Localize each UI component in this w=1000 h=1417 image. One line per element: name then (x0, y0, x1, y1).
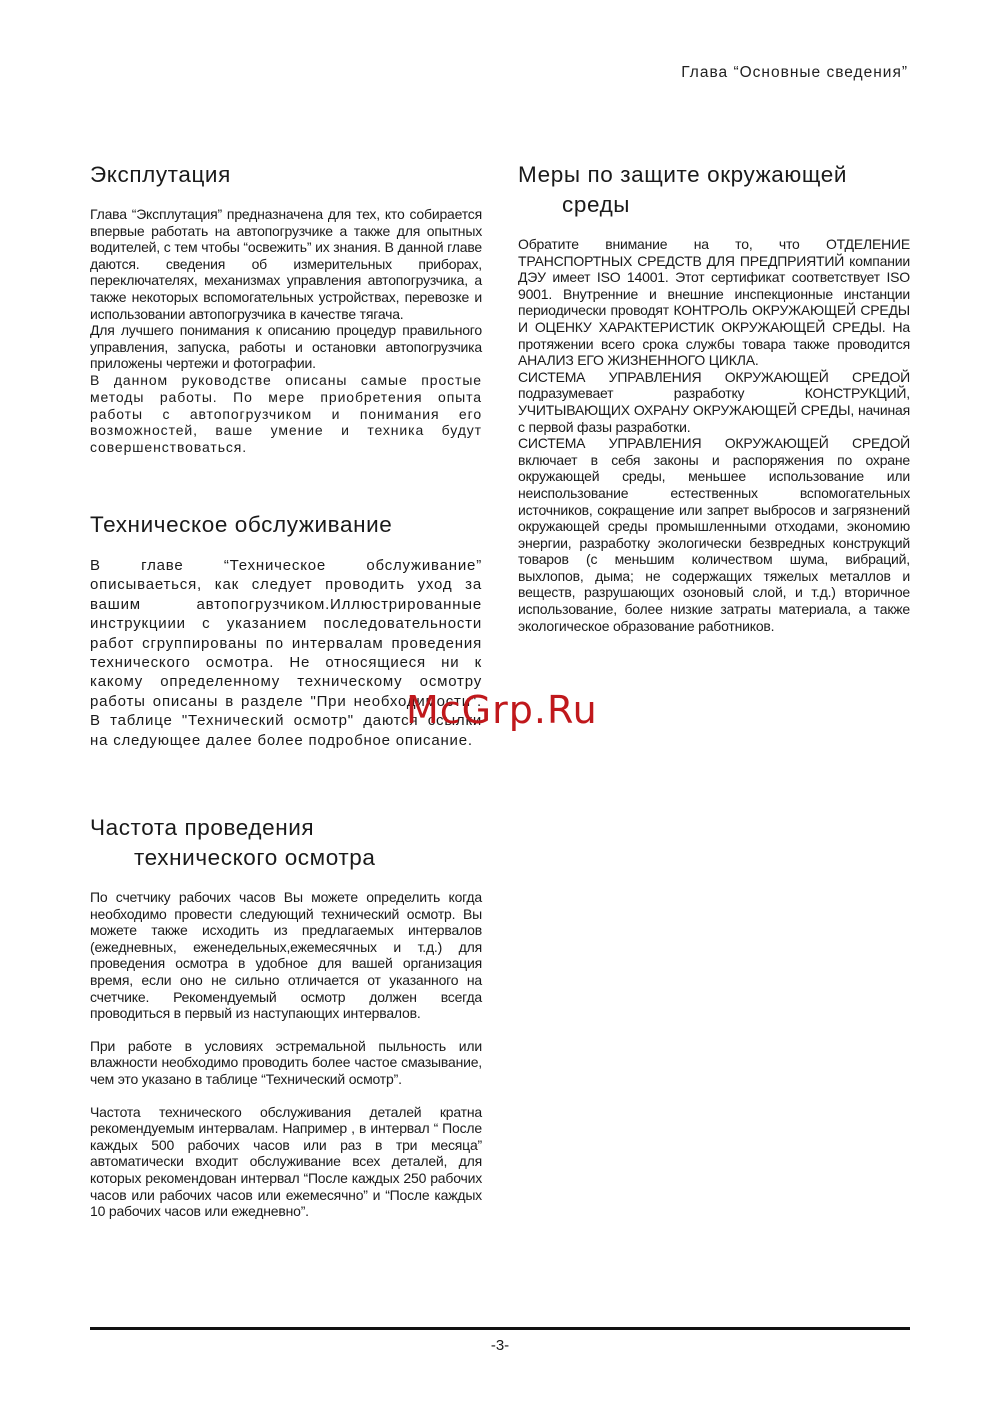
section-exploitation (90, 160, 482, 456)
section-title-exploitation: Эксплутация (90, 162, 231, 187)
frequency-paragraph-1: По счетчику рабочих часов Вы можете определить когда необходимо провести следующий технический осмотр. Вы можете также исходить из предлагаемых интервалов (ежедневных, еженедельных,ежемесячных и т.д.) для проведения осмотра в удобное для вашей организация время, если оно не сильно отличается от указанного на счетчике. Рекомендуемый осмотр должен всегда проводиться в первый из наступающих интервалов. (90, 889, 482, 1022)
exploitation-paragraph-2: Для лучшего понимания к описанию процедур правильного управления, запуска, работы и остановки автопогрузчика приложены чертежи и фотографии. (90, 322, 482, 372)
watermark: McGrp.Ru (406, 688, 598, 732)
frequency-paragraph-3: Частота технического обслуживания деталей кратна рекомендуемым интервалам. Например , в интервал “ После каждых 500 рабочих часов или раз в три месяца” автоматически входит обслуживание всех деталей, для которых рекомендован интервал “После каждых 250 рабочих часов или рабочих часов или ежемесячно” и “После каждых 10 рабочих часов или ежедневно”. (90, 1103, 482, 1220)
frequency-paragraph-2: При работе в условиях эстремальной пыльность или влажности необходимо проводить более частое смазывание, чем это указано в таблице “Технический осмотр”. (90, 1037, 482, 1087)
footer-rule (90, 1327, 910, 1330)
title-line-1: Меры по защите окружающей (518, 162, 848, 187)
section-title-maintenance: Техническое обслуживание (90, 512, 393, 537)
exploitation-paragraph-3: В данном руководстве описаны самые простые методы работы. По мере приобретения опыта работы с автопогрузчиком и понимания его возможностей, ваше умение и техника будут совершенствоваться. (90, 371, 482, 456)
running-header: Глава “Основные сведения” (681, 64, 908, 81)
title-line-2: технического осмотра (134, 845, 376, 870)
environment-paragraph-2: СИСТЕМА УПРАВЛЕНИЯ ОКРУЖАЮЩЕЙ СРЕДОЙ подразумевает разработку КОНСТРУКЦИЙ, УЧИТЫВАЮЩИХ ОХРАНУ ОКРУЖАЮЩЕЙ СРЕДЫ, начиная с первой фазы разработки. (518, 368, 910, 435)
section-title-frequency (90, 813, 482, 873)
section-title-environment (518, 160, 910, 220)
exploitation-paragraph-1: Глава “Эксплутация” предназначена для тех, кто собирается впервые работать на автопогрузчике а также для опытных водителей, с тем чтобы “освежить” их знания. В данной главе даются. сведения об измерительных приборах, переключателях, механизмах управления автопогрузчика, а также некоторых вспомогательных устройствах, перевозке и использовании автопогрузчика в качестве тягача. (90, 206, 482, 322)
title-line-2: среды (562, 192, 631, 217)
environment-paragraph-1: Обратите внимание на то, что ОТДЕЛЕНИЕ ТРАНСПОРТНЫХ СРЕДСТВ ДЛЯ ПРЕДПРИЯТИЙ компании ДЭУ имеет ISO 14001. Этот сертификат соответствует ISO 9001. Внутренние и внешние инспекционные инстанции периодически проводят КОНТРОЛЬ ОКРУЖАЮЩЕЙ СРЕДЫ И ОЦЕНКУ ХАРАКТЕРИСТИК ОКРУЖАЮЩЕЙ СРЕДЫ. На протяжении всего срока службы товара также проводится АНАЛИЗ ЕГО ЖИЗНЕННОГО ЦИКЛА. (518, 236, 910, 369)
maintenance-paragraph-1: В главе “Техническое обслуживание” описываеться, как следует проводить уход за вашим автопогрузчиком.Иллюстрированные инструкциии с указанием последовательности работ сгруппированы по интервалам проведения технического осмотра. Не относящиеся ни к какому определенному техническому осмотру работы описаны в разделе "При необходимости". В таблице "Технический осмотр" даются ссылки на следующее далее более подробное описание. (90, 557, 482, 749)
section-frequency (90, 813, 482, 1220)
title-line-1: Частота проведения (90, 815, 315, 840)
environment-paragraph-3: СИСТЕМА УПРАВЛЕНИЯ ОКРУЖАЮЩЕЙ СРЕДОЙ включает в себя законы и распоряжения по охране окружающей среды, меньшее использование или неиспользование естественных вспомогательных источников, сокращение или запрет выбросов и загрязнений окружающей среды промышленными отходами, экономию энергии, разработку экологически безвредных конструкций товаров (с меньшим количеством шума, вибраций, выхлопов, дыма; не содержащих тяжелых металлов и веществ, разрушающих озоновый слой, и т.д.) вторичное использование, более низкие затраты материала, а также экологическое образование работников. (518, 435, 910, 634)
section-environment (518, 160, 910, 634)
page-number: -3- (490, 1337, 510, 1354)
